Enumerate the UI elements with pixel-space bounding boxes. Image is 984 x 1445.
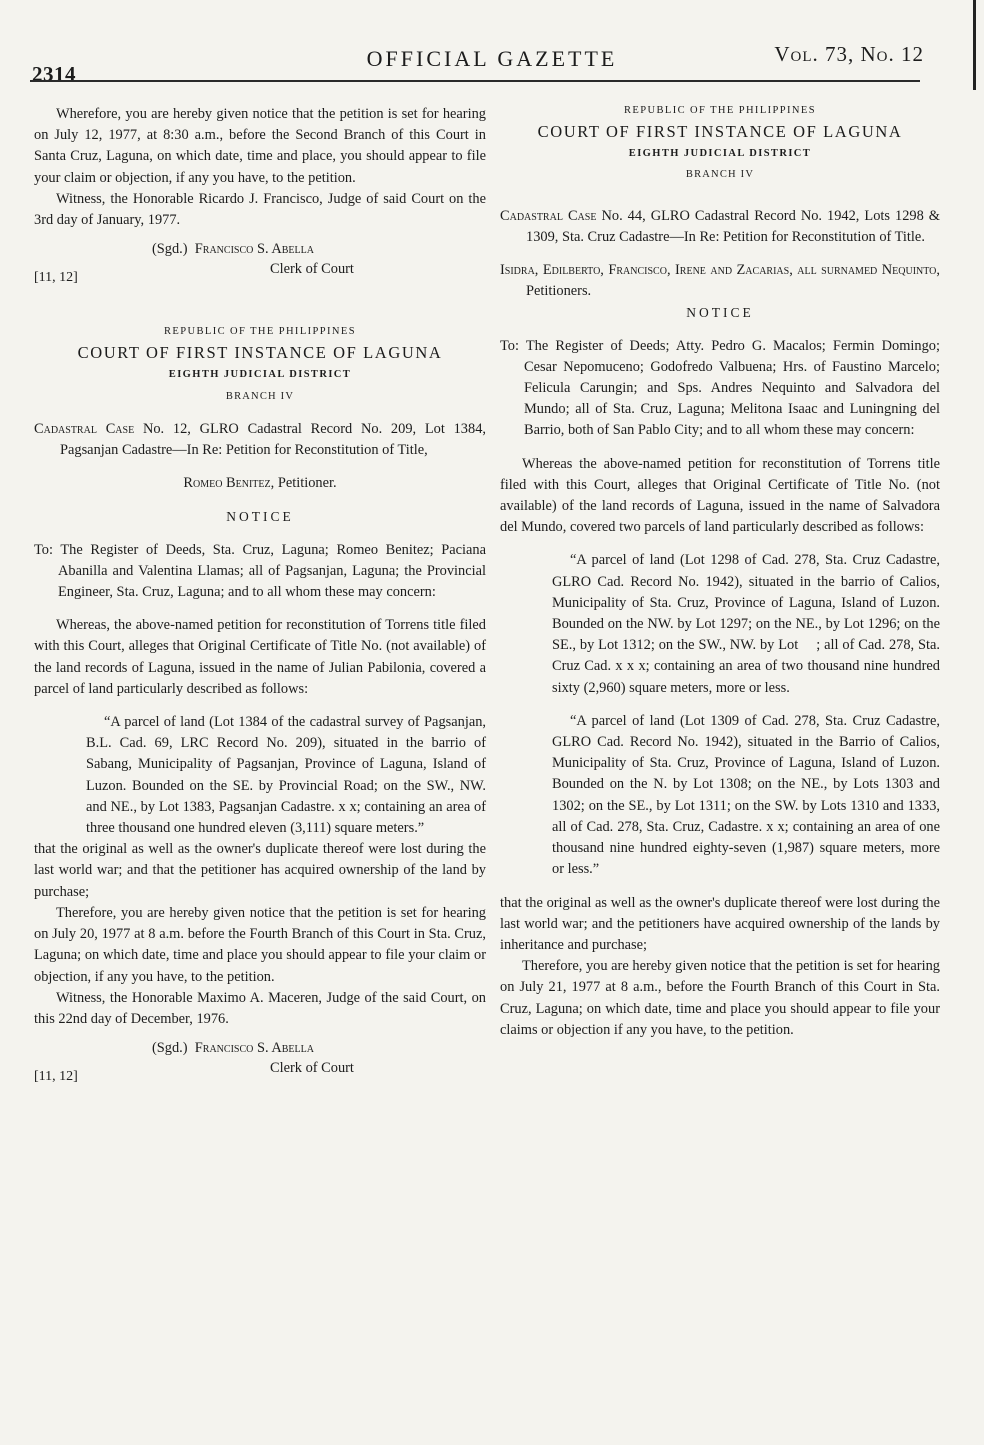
- case-caption: [500, 206, 940, 248]
- notice-heading: NOTICE: [226, 509, 294, 525]
- therefore-paragraph: Therefore, you are hereby given notice that the petition is set for hearing on July 20, 1977 at 8 a.m. before the Fourth Branch of this Court in Sta. Cruz, Laguna; on which date, time and place you should appear to file your claim or objection, if any you have, to the petition.: [34, 904, 486, 985]
- petitioner-name: Romeo Benitez,: [183, 475, 275, 492]
- parcel-1-text-b: ; all of Cad. 278, Sta. Cruz Cad. x x x; containing an area of two thousand nine hundred sixty (2,960) square meters, more or less.: [552, 637, 941, 696]
- header-rule: [30, 80, 920, 82]
- addressees-paragraph: To: The Register of Deeds; Atty. Pedro G. Macalos; Fermin Domingo; Cesar Nepomuceno; Godofredo Valbuena; Hrs. of Faustino Marcelo; Felicula Carungin; and Sps. Andres Nequinto and Salvadora del Mundo; all of Sta. Cruz, Laguna; Melitona Isaac and Luningning del Barrio, both of San Pablo City; and to all whom these may concern:: [500, 337, 940, 439]
- parcel-description-2: “A parcel of land (Lot 1309 of Cad. 278, Sta. Cruz Cadastre, GLRO Cad. Record No. 1942), situated in the Barrio of Calios, Municipality of Sta. Cruz, Province of Laguna, Island of Luzon. Bounded on the N. by Lot 1308; on the NE., by Lots 1303 and 1302; on the SE., by Lot 1311; on the SW. by Lots 1310 and 1333, all of Cad. 278, Sta. Cruz, Cadastre. x x; containing an area of one thousand nine hundred eighty-seven (1,987) square meters, more or less.”: [552, 712, 940, 878]
- republic-heading: REPUBLIC OF THE PHILIPPINES: [164, 326, 356, 338]
- petitioners-names: Isidra, Edilberto, Francisco, Irene and Zacarias, all surnamed Nequinto,: [500, 262, 940, 279]
- petitioners-line: [500, 260, 940, 302]
- sgd-label: (Sgd.): [152, 241, 188, 258]
- signer-name: Francisco S. Abella: [194, 1040, 314, 1057]
- gazette-title: OFFICIAL GAZETTE: [366, 46, 618, 71]
- issue-reference: [11, 12]: [34, 1069, 78, 1085]
- case-label: Cadastral Case: [34, 420, 135, 437]
- addressees-paragraph: To: The Register of Deeds, Sta. Cruz, Laguna; Romeo Benitez; Paciana Abanilla and Valentina Llamas; all of Pagsanjan, Laguna; the Provincial Engineer, Sta. Cruz, Laguna; and to all whom these may concern:: [34, 541, 486, 601]
- signer-name: Francisco S. Abella: [194, 241, 314, 258]
- case-text: No. 12, GLRO Cadastral Record No. 209, Lot 1384, Pagsanjan Cadastre—In Re: Petition for Reconstitution of Title,: [60, 420, 486, 459]
- case-label: Cadastral Case: [500, 207, 597, 224]
- district-heading: EIGHTH JUDICIAL DISTRICT: [168, 369, 352, 381]
- parcel-1-text-a: “A parcel of land (Lot 1298 of Cad. 278, Sta. Cruz Cadastre, GLRO Cad. Record No. 1942), situated in the barrio of Calios, Municipality of Sta. Cruz, Province of Laguna, Island of Luzon. Bounded on the NW. by Lot 1297; on the NE., by Lot 1296; on the SE., by Lot 1312; on the SW., NW. by Lot: [552, 552, 940, 654]
- witness-paragraph: Witness, the Honorable Maximo A. Maceren, Judge of the said Court, on this 22nd day of December, 1976.: [34, 989, 486, 1027]
- lost-title-paragraph: that the original as well as the owner's duplicate thereof were lost during the last world war; and the petitioners have acquired ownership of the lands by inheritance and purchase;: [500, 894, 940, 953]
- court-heading: COURT OF FIRST INSTANCE OF LAGUNA: [537, 122, 903, 142]
- right-column: [500, 100, 940, 1041]
- parcel-description-1: [500, 550, 940, 698]
- petitioner-line: [34, 473, 486, 494]
- republic-heading: REPUBLIC OF THE PHILIPPINES: [624, 105, 816, 116]
- signature-block: [34, 1038, 486, 1085]
- clerk-title: Clerk of Court: [270, 1060, 354, 1077]
- therefore-paragraph: Therefore, you are hereby given notice that the petition is set for hearing on July 21, 1977 at 8 a.m., before the Fourth Branch of this Court in Sta. Cruz, Laguna; on which date, time and place you should appear to file your claims or objection if any you have, to the petition.: [500, 958, 940, 1038]
- parcel-description: “A parcel of land (Lot 1384 of the cadastral survey of Pagsanjan, B.L. Cad. 69, LRC Record No. 209), situated in the barrio of Sabang, Municipality of Pagsanjan, Province of Laguna, Island of Luzon. Bounded on the SE. by Provincial Road; on the SW., NW. and NE., by Lot 1383, Pagsanjan Cadastre. x x; containing an area of three thousand one hundred eleven (3,111) square meters.”: [86, 714, 486, 837]
- case-caption: [34, 419, 486, 461]
- branch-heading: BRANCH IV: [685, 169, 755, 181]
- petitioner-role: Petitioner.: [277, 475, 337, 492]
- sgd-label: (Sgd.): [152, 1040, 188, 1057]
- page-number: 2314: [32, 62, 76, 86]
- whereas-paragraph: Whereas the above-named petition for reconstitution of Torrens title filed with this Court, alleges that Original Certificate of Title No. (not available) of the land records of Laguna, issued in the name of Salvadora del Mundo, covered two parcels of land particularly described as follows:: [500, 455, 940, 536]
- notice-heading: NOTICE: [686, 305, 754, 321]
- court-heading: COURT OF FIRST INSTANCE OF LAGUNA: [77, 343, 443, 363]
- district-heading: EIGHTH JUDICIAL DISTRICT: [628, 148, 812, 160]
- continued-witness-paragraph: Witness, the Honorable Ricardo J. Francisco, Judge of said Court on the 3rd day of January, 1977.: [34, 190, 486, 229]
- petitioners-role: Petitioners.: [526, 283, 592, 300]
- continued-signature-block: [34, 239, 486, 286]
- branch-heading: BRANCH IV: [225, 390, 295, 402]
- lost-title-paragraph: that the original as well as the owner's duplicate thereof were lost during the last world war; and that the petitioner has acquired ownership of the land by purchase;: [34, 841, 486, 900]
- issue-reference: [11, 12]: [34, 270, 78, 286]
- left-column: [34, 104, 486, 1085]
- scan-edge-mark: [973, 0, 976, 90]
- case-text: No. 44, GLRO Cadastral Record No. 1942, Lots 1298 & 1309, Sta. Cruz Cadastre—In Re: Petition for Reconstitution of Title.: [526, 207, 941, 245]
- whereas-paragraph: Whereas, the above-named petition for reconstitution of Torrens title filed with this Court, alleges that Original Certificate of Title No. (not available) of the land records of Laguna, issued in the name of Julian Pabilonia, covered a parcel of land particularly described as follows:: [34, 617, 486, 697]
- volume-number: Vol. 73, No. 12: [774, 42, 924, 66]
- clerk-title: Clerk of Court: [270, 261, 354, 278]
- continued-wherefore-paragraph: Wherefore, you are hereby given notice that the petition is set for hearing on July 12, 1977, at 8:30 a.m., before the Second Branch of this Court in Santa Cruz, Laguna, on which date, time and place, you should appear to file your claim or objection, if any you have, to the petition.: [34, 106, 486, 186]
